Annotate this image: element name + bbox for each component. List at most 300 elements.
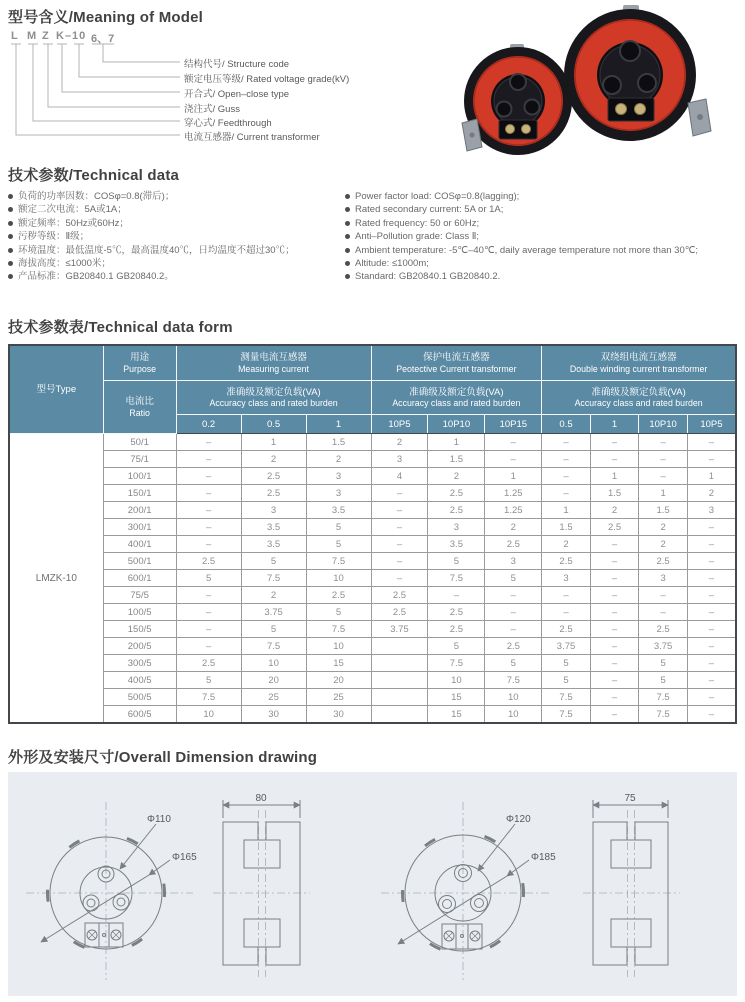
bullet-text: Rated frequency: 50 or 60Hz; [355, 217, 480, 229]
value-cell: 2.5 [176, 655, 241, 672]
value-cell [371, 689, 428, 706]
subcol-header: 0.5 [241, 415, 306, 434]
ratio-cell: 500/5 [103, 689, 176, 706]
value-cell: 3 [428, 519, 485, 536]
value-cell: – [590, 672, 639, 689]
value-cell: 1.25 [485, 485, 542, 502]
width-dimension-label-1: 80 [255, 793, 267, 804]
value-cell: 2.5 [428, 604, 485, 621]
ratio-cell: 300/5 [103, 655, 176, 672]
inner-diameter-label-2: Φ120 [506, 814, 531, 825]
value-cell: 7.5 [241, 638, 306, 655]
accuracy-header: 准确级及额定负载(VA) Accuracy class and rated burden [542, 381, 736, 415]
bullet-text: Power factor load: COSφ=0.8(lagging); [355, 191, 520, 202]
model-code-letter: Z [42, 30, 50, 42]
subcol-header: 0.2 [176, 415, 241, 434]
value-cell: 15 [306, 655, 371, 672]
value-cell: 1 [428, 434, 485, 451]
subcol-header: 10P10 [428, 415, 485, 434]
ratio-cell: 150/1 [103, 485, 176, 502]
value-cell: – [687, 536, 736, 553]
value-cell: 5 [306, 536, 371, 553]
value-cell: – [371, 485, 428, 502]
bullet-item [345, 230, 737, 243]
value-cell: – [590, 451, 639, 468]
value-cell: 3.5 [241, 536, 306, 553]
table-row [9, 638, 736, 655]
value-cell: 5 [241, 621, 306, 638]
value-cell: 2.5 [428, 485, 485, 502]
value-cell: 2 [485, 519, 542, 536]
bullet-text: Ambient temperature: -5℃–40℃, daily average temperature not more than 30℃; [355, 244, 699, 256]
bullet-icon [8, 194, 13, 199]
table-row [9, 604, 736, 621]
value-cell: 7.5 [176, 689, 241, 706]
value-cell: 15 [428, 689, 485, 706]
value-cell: 2.5 [542, 621, 591, 638]
bullet-text: 产品标准：GB20840.1 GB20840.2。 [18, 271, 174, 283]
subcol-header: 10P10 [639, 415, 688, 434]
value-cell: 5 [542, 655, 591, 672]
value-cell: 10 [241, 655, 306, 672]
model-code-dash: – [65, 30, 73, 42]
ratio-cell: 200/1 [103, 502, 176, 519]
value-cell: – [542, 485, 591, 502]
value-cell: – [639, 434, 688, 451]
value-cell: – [428, 587, 485, 604]
subcol-header: 1 [306, 415, 371, 434]
value-cell: 2 [306, 451, 371, 468]
bullet-text: 环境温度：最低温度-5℃，最高温度40℃，日均温度不超过30℃； [18, 244, 295, 256]
value-cell: – [371, 519, 428, 536]
measuring-group-header: 测量电流互感器 Measuring current [176, 345, 371, 381]
value-cell: 2.5 [241, 468, 306, 485]
ratio-cell: 50/1 [103, 434, 176, 451]
bullet-icon [345, 261, 350, 266]
model-meaning-label: 额定电压等级/ Rated voltage grade(kV) [184, 74, 350, 85]
value-cell: – [687, 519, 736, 536]
value-cell: 1.25 [485, 502, 542, 519]
purpose-header: 用途 Purpose [103, 345, 176, 381]
value-cell: 25 [241, 689, 306, 706]
value-cell: 7.5 [639, 706, 688, 724]
value-cell: – [687, 621, 736, 638]
table-row [9, 553, 736, 570]
value-cell: – [176, 468, 241, 485]
value-cell: – [176, 434, 241, 451]
value-cell: – [590, 621, 639, 638]
value-cell: 5 [639, 672, 688, 689]
bullet-icon [345, 248, 350, 253]
value-cell: – [485, 434, 542, 451]
ratio-cell: 600/1 [103, 570, 176, 587]
value-cell: 7.5 [485, 672, 542, 689]
value-cell: – [639, 587, 688, 604]
value-cell: – [485, 604, 542, 621]
table-row [9, 502, 736, 519]
value-cell: – [639, 451, 688, 468]
value-cell: 2.5 [542, 553, 591, 570]
value-cell: 7.5 [542, 706, 591, 724]
bullet-text: Rated secondary current: 5A or 1A; [355, 204, 504, 216]
model-meaning-label: 开合式/ Open–close type [184, 89, 290, 100]
bullet-icon [345, 207, 350, 212]
value-cell: 15 [428, 706, 485, 724]
model-code-number: 10 [72, 30, 87, 42]
bullet-item [345, 270, 737, 283]
table-row [9, 621, 736, 638]
bullet-text: 海拔高度：≤1000米； [18, 258, 111, 270]
double-winding-group-header: 双绕组电流互感器 Double winding current transformer [542, 345, 736, 381]
table-row [9, 451, 736, 468]
bullet-icon [8, 274, 13, 279]
technical-bullets-en [345, 190, 737, 284]
value-cell: – [590, 638, 639, 655]
value-cell: 1.5 [639, 502, 688, 519]
value-cell: – [687, 655, 736, 672]
value-cell: 3.5 [306, 502, 371, 519]
value-cell: – [176, 451, 241, 468]
model-code-letter: L [11, 30, 19, 42]
value-cell [371, 706, 428, 724]
value-cell: – [176, 519, 241, 536]
value-cell: – [542, 434, 591, 451]
bullet-text: 额定频率：50Hz或60Hz； [18, 217, 129, 229]
value-cell: 7.5 [542, 689, 591, 706]
bullet-item [8, 217, 338, 230]
table-row [9, 570, 736, 587]
value-cell: 25 [306, 689, 371, 706]
subcol-header: 10P5 [371, 415, 428, 434]
value-cell: 1.5 [590, 485, 639, 502]
ratio-cell: 75/1 [103, 451, 176, 468]
value-cell: 5 [176, 570, 241, 587]
value-cell: – [687, 689, 736, 706]
value-cell: 3 [241, 502, 306, 519]
ratio-cell: 400/1 [103, 536, 176, 553]
bullet-icon [345, 274, 350, 279]
value-cell: 10 [306, 638, 371, 655]
value-cell: – [687, 638, 736, 655]
model-meaning-label: 浇注式/ Guss [184, 104, 240, 115]
value-cell: 5 [428, 638, 485, 655]
value-cell: 5 [485, 570, 542, 587]
value-cell: 10 [306, 570, 371, 587]
bullet-icon [345, 221, 350, 226]
bullet-icon [8, 221, 13, 226]
value-cell [371, 638, 428, 655]
value-cell: 2.5 [241, 485, 306, 502]
value-cell: 2.5 [639, 621, 688, 638]
value-cell: 7.5 [428, 570, 485, 587]
value-cell: – [590, 553, 639, 570]
ratio-cell: 300/1 [103, 519, 176, 536]
ratio-header: 电流比 Ratio [103, 381, 176, 434]
value-cell: 2.5 [639, 553, 688, 570]
value-cell: – [371, 570, 428, 587]
value-cell: 3.5 [428, 536, 485, 553]
value-cell: 7.5 [306, 553, 371, 570]
value-cell: – [687, 570, 736, 587]
value-cell: – [687, 706, 736, 724]
value-cell: 3 [687, 502, 736, 519]
value-cell: 3.75 [241, 604, 306, 621]
value-cell: – [590, 536, 639, 553]
value-cell: – [590, 570, 639, 587]
value-cell: 1.5 [428, 451, 485, 468]
value-cell: – [687, 434, 736, 451]
value-cell: 2.5 [485, 536, 542, 553]
value-cell: – [542, 604, 591, 621]
value-cell: – [687, 553, 736, 570]
value-cell: 1 [241, 434, 306, 451]
meaning-title: 型号含义/Meaning of Model [8, 9, 204, 26]
inner-diameter-label-1: Φ110 [147, 814, 171, 825]
dimension-panel [8, 772, 737, 996]
bullet-item [345, 244, 737, 257]
value-cell: 10 [428, 672, 485, 689]
subcol-header: 10P15 [485, 415, 542, 434]
technical-title: 技术参数/Technical data [8, 167, 180, 184]
subcol-header: 0.5 [542, 415, 591, 434]
value-cell: 1 [639, 485, 688, 502]
value-cell: – [371, 553, 428, 570]
value-cell: 5 [306, 604, 371, 621]
ratio-cell: 100/5 [103, 604, 176, 621]
dimension-drawing-2-side [583, 800, 680, 977]
value-cell: 3.5 [241, 519, 306, 536]
value-cell: – [485, 621, 542, 638]
value-cell: 10 [176, 706, 241, 724]
value-cell: – [590, 604, 639, 621]
value-cell: 1.5 [306, 434, 371, 451]
value-cell: 2.5 [371, 587, 428, 604]
value-cell: – [542, 451, 591, 468]
dimension-drawing-2-front [381, 802, 552, 980]
value-cell: 5 [306, 519, 371, 536]
value-cell: 20 [241, 672, 306, 689]
value-cell: 7.5 [428, 655, 485, 672]
technical-bullets-cn [8, 190, 338, 284]
value-cell: – [485, 587, 542, 604]
accuracy-header: 准确级及额定负载(VA) Accuracy class and rated burden [176, 381, 371, 415]
bullet-icon [8, 261, 13, 266]
value-cell: 2 [687, 485, 736, 502]
dimension-drawing-1-front [26, 802, 193, 980]
table-row [9, 434, 736, 451]
value-cell: 3 [306, 485, 371, 502]
ratio-cell: 100/1 [103, 468, 176, 485]
value-cell: 20 [306, 672, 371, 689]
value-cell: 2.5 [371, 604, 428, 621]
value-cell: – [590, 689, 639, 706]
value-cell: – [176, 502, 241, 519]
bullet-icon [8, 207, 13, 212]
bullet-item [8, 230, 338, 243]
value-cell: – [542, 587, 591, 604]
bullet-item [8, 257, 338, 270]
protective-group-header: 保护电流互感器 Peotective Current transformer [371, 345, 542, 381]
table-row [9, 519, 736, 536]
value-cell: 7.5 [639, 689, 688, 706]
outer-diameter-label-1: Φ165 [172, 852, 197, 863]
value-cell: 5 [485, 655, 542, 672]
table-title: 技术参数表/Technical data form [8, 319, 233, 336]
value-cell: 2 [241, 451, 306, 468]
model-code-suffix: 6、7 [91, 33, 115, 45]
value-cell [371, 672, 428, 689]
value-cell: 10 [485, 689, 542, 706]
value-cell: – [687, 451, 736, 468]
value-cell: 5 [428, 553, 485, 570]
value-cell [371, 655, 428, 672]
bullet-text: 负荷的功率因数：COSφ=0.8(滞后)； [18, 191, 175, 202]
width-dimension-label-2: 75 [624, 793, 636, 804]
product-photo-small [462, 44, 572, 155]
value-cell: 7.5 [306, 621, 371, 638]
value-cell: 5 [639, 655, 688, 672]
table-row [9, 485, 736, 502]
value-cell: – [590, 587, 639, 604]
value-cell: – [176, 604, 241, 621]
bullet-item [345, 190, 737, 203]
ratio-cell: 400/5 [103, 672, 176, 689]
value-cell: – [371, 536, 428, 553]
bullet-icon [8, 234, 13, 239]
value-cell: – [176, 536, 241, 553]
value-cell: – [176, 485, 241, 502]
bullet-item [8, 190, 338, 203]
table-row [9, 536, 736, 553]
bullet-item [8, 244, 338, 257]
table-row [9, 587, 736, 604]
value-cell: – [687, 587, 736, 604]
value-cell: 2.5 [428, 621, 485, 638]
value-cell: 3 [485, 553, 542, 570]
product-photos [430, 3, 737, 161]
value-cell: 2 [371, 434, 428, 451]
bullet-text: 污秽等级：Ⅱ级； [18, 231, 90, 243]
ratio-cell: 500/1 [103, 553, 176, 570]
model-type-cell: LMZK-10 [9, 434, 103, 724]
bullet-text: Altitude: ≤1000m; [355, 258, 429, 270]
bullet-item [345, 257, 737, 270]
bullet-item [8, 270, 338, 283]
model-type-header: 型号Type [9, 345, 103, 434]
bullet-text: Anti–Pollution grade: Class Ⅱ; [355, 231, 480, 243]
bullet-text: 额定二次电流：5A或1A； [18, 204, 127, 216]
ratio-cell: 200/5 [103, 638, 176, 655]
value-cell: – [590, 434, 639, 451]
bullet-icon [345, 194, 350, 199]
table-row [9, 689, 736, 706]
technical-table [8, 344, 737, 724]
model-code-letter: K [56, 30, 65, 42]
value-cell: 2.5 [485, 638, 542, 655]
value-cell: 1 [687, 468, 736, 485]
value-cell: – [176, 621, 241, 638]
value-cell: 3.75 [639, 638, 688, 655]
value-cell: 3.75 [542, 638, 591, 655]
table-row [9, 672, 736, 689]
model-meaning-label: 结构代号/ Structure code [184, 59, 290, 70]
value-cell: 5 [176, 672, 241, 689]
value-cell: 3 [542, 570, 591, 587]
bullet-icon [345, 234, 350, 239]
value-cell: 10 [485, 706, 542, 724]
outer-diameter-label-2: Φ185 [531, 852, 556, 863]
value-cell: – [176, 638, 241, 655]
model-meaning-label: 穿心式/ Feedthrough [184, 118, 272, 129]
value-cell: – [687, 604, 736, 621]
value-cell: – [639, 604, 688, 621]
bullet-item [8, 203, 338, 216]
value-cell: – [542, 468, 591, 485]
value-cell: 1.5 [542, 519, 591, 536]
value-cell: 5 [241, 553, 306, 570]
value-cell: – [590, 706, 639, 724]
value-cell: 1 [590, 468, 639, 485]
table-row [9, 468, 736, 485]
value-cell: 1 [542, 502, 591, 519]
bullet-text: Standard: GB20840.1 GB20840.2. [355, 271, 501, 283]
subcol-header: 1 [590, 415, 639, 434]
value-cell: – [485, 451, 542, 468]
product-photo-large [564, 5, 711, 141]
ratio-cell: 600/5 [103, 706, 176, 724]
value-cell: 2 [639, 519, 688, 536]
ratio-cell: 75/5 [103, 587, 176, 604]
model-code-diagram [8, 30, 388, 150]
value-cell: 30 [306, 706, 371, 724]
value-cell: – [371, 502, 428, 519]
value-cell: 2 [639, 536, 688, 553]
value-cell: 2.5 [306, 587, 371, 604]
model-code-letter: M [27, 30, 38, 42]
value-cell: 3 [639, 570, 688, 587]
accuracy-header: 准确级及额定负载(VA) Accuracy class and rated burden [371, 381, 542, 415]
value-cell: 7.5 [241, 570, 306, 587]
table-row [9, 655, 736, 672]
value-cell: – [687, 672, 736, 689]
value-cell: 2.5 [176, 553, 241, 570]
bullet-item [345, 203, 737, 216]
value-cell: – [176, 587, 241, 604]
bullet-icon [8, 248, 13, 253]
value-cell: 2 [542, 536, 591, 553]
value-cell: 30 [241, 706, 306, 724]
ratio-cell: 150/5 [103, 621, 176, 638]
bullet-item [345, 217, 737, 230]
value-cell: 1 [485, 468, 542, 485]
value-cell: 2 [590, 502, 639, 519]
value-cell: 3 [371, 451, 428, 468]
table-row [9, 706, 736, 724]
subcol-header: 10P5 [687, 415, 736, 434]
value-cell: 5 [542, 672, 591, 689]
value-cell: 3.75 [371, 621, 428, 638]
value-cell: 2.5 [590, 519, 639, 536]
value-cell: 2.5 [428, 502, 485, 519]
dimension-drawing-1-side [213, 800, 310, 977]
value-cell: 4 [371, 468, 428, 485]
dimension-title: 外形及安装尺寸/Overall Dimension drawing [8, 749, 318, 766]
value-cell: 2 [428, 468, 485, 485]
value-cell: – [639, 468, 688, 485]
value-cell: 2 [241, 587, 306, 604]
model-meaning-label: 电流互感器/ Current transformer [184, 132, 320, 143]
value-cell: 3 [306, 468, 371, 485]
